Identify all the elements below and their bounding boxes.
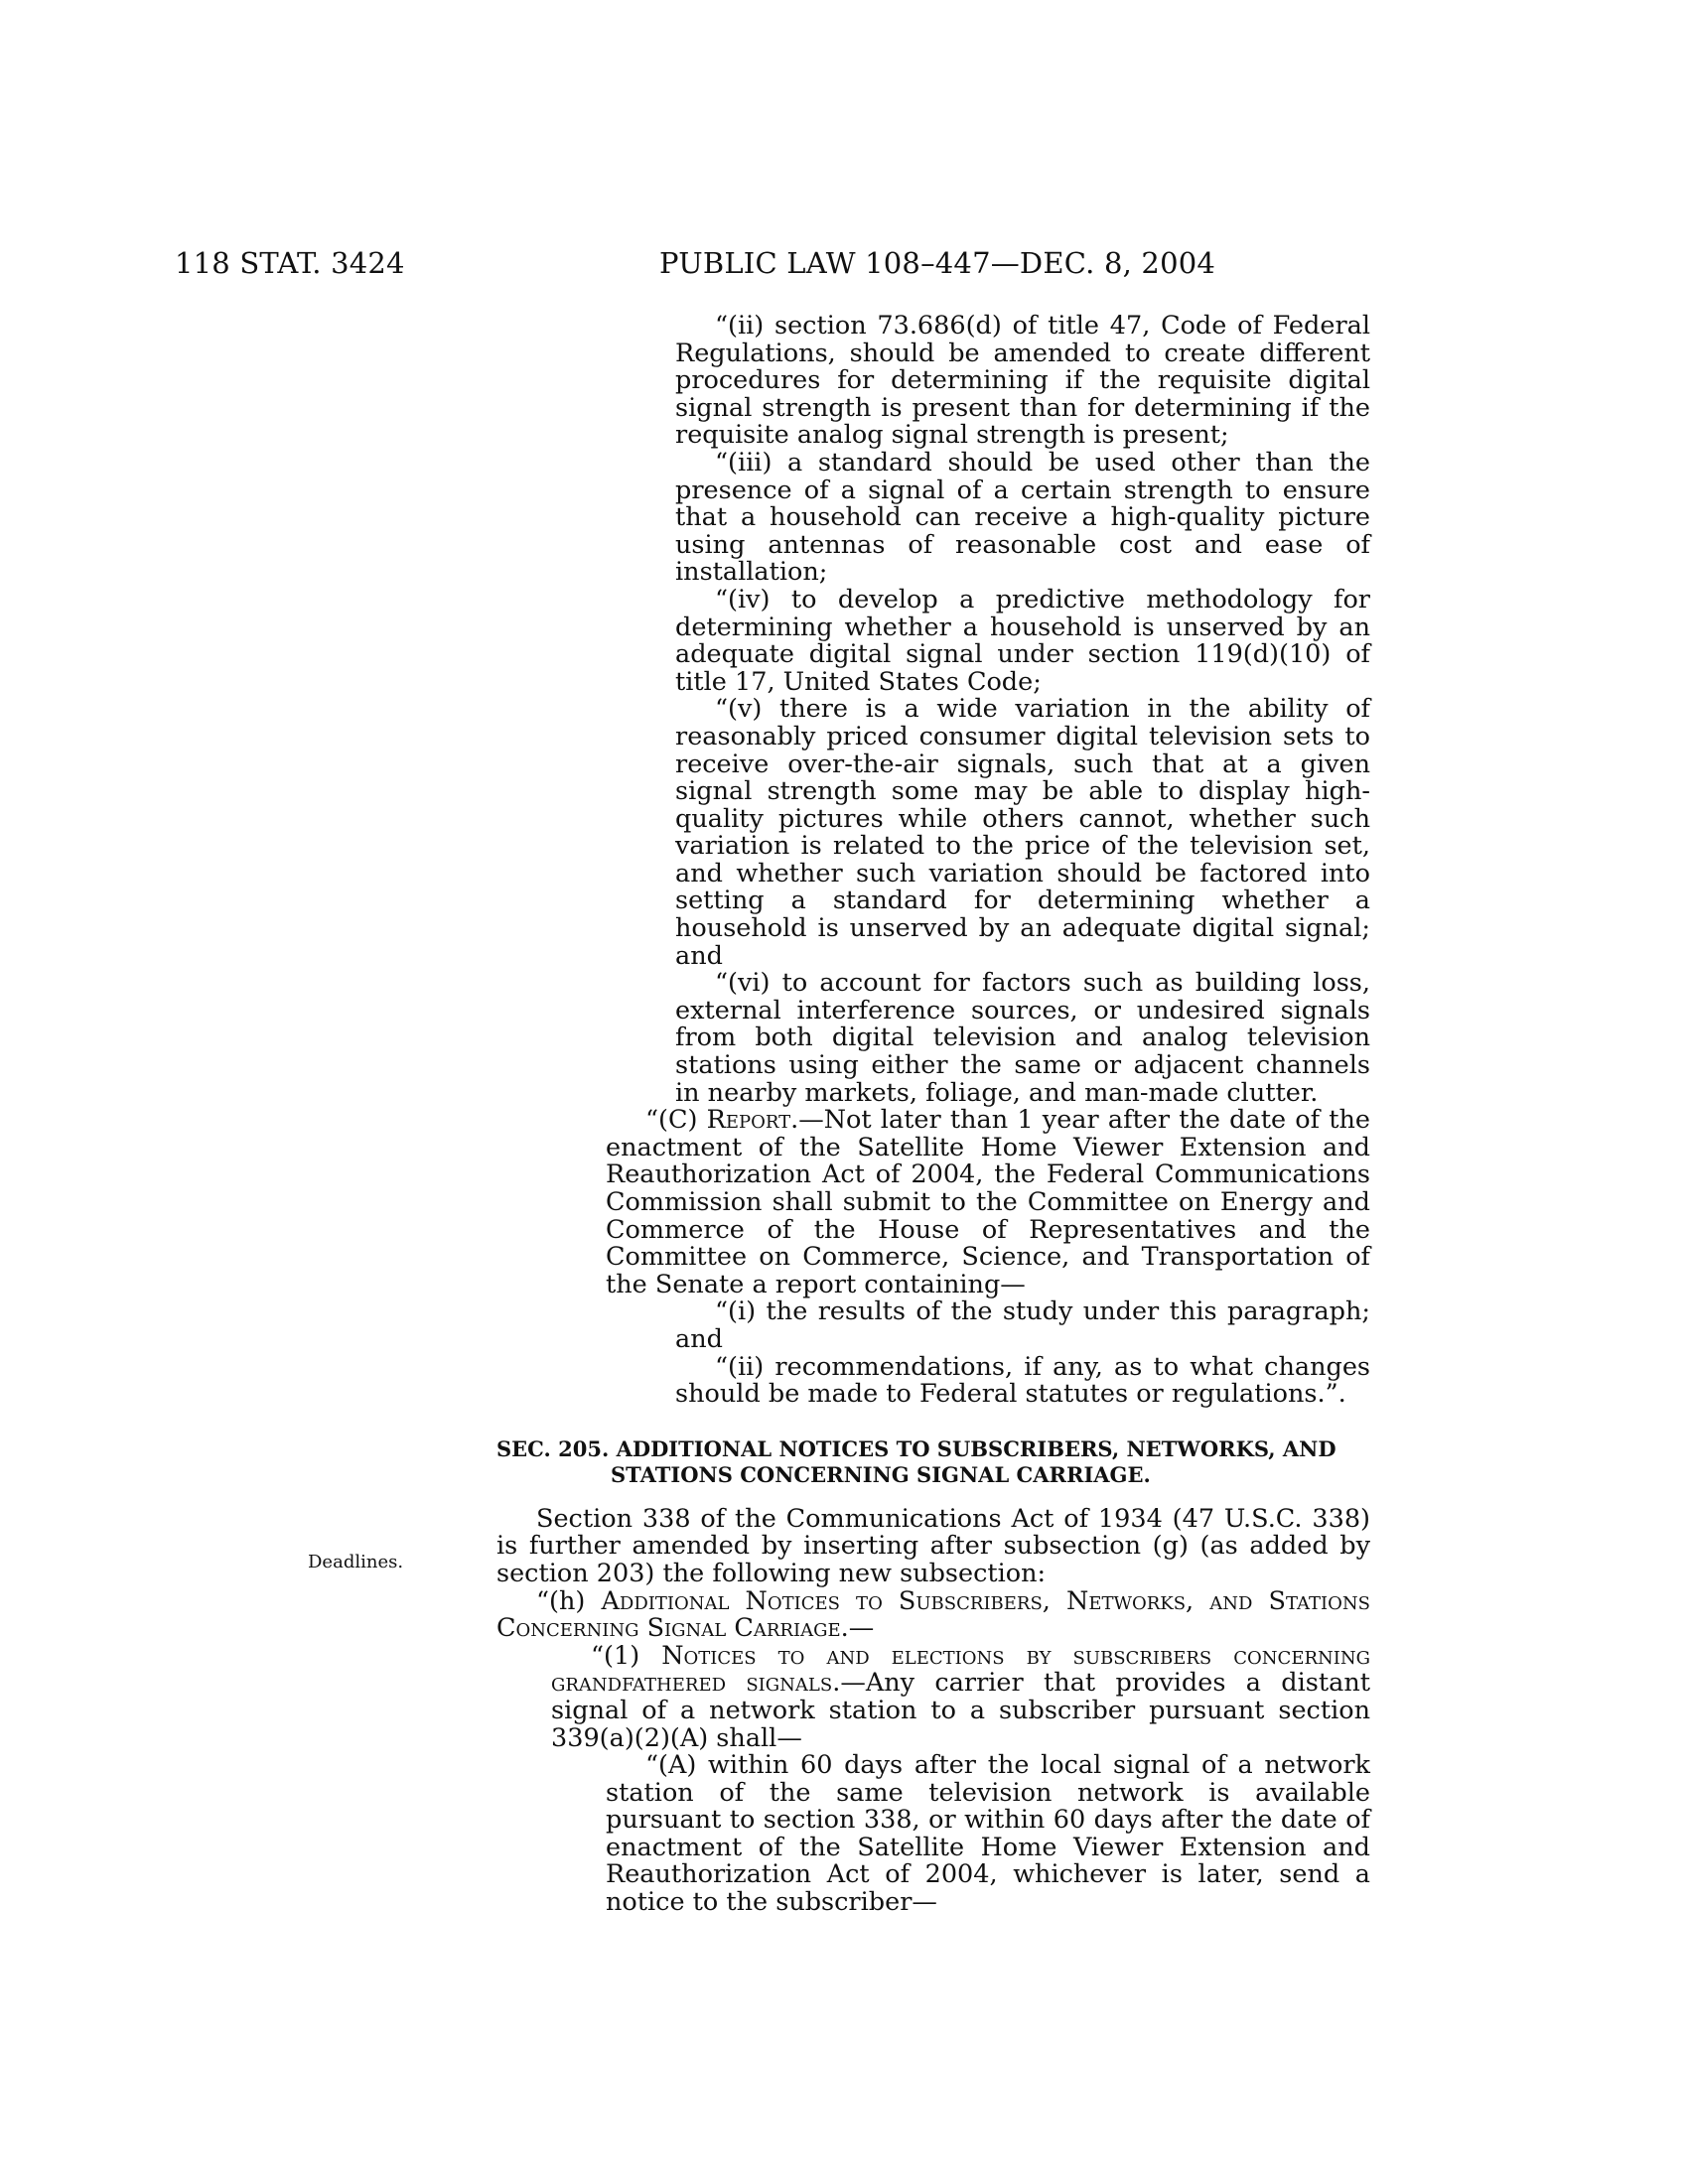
subsection-h [496, 1585, 1371, 1644]
body-text [496, 313, 1370, 1917]
clause-iv: “(iv) to develop a predictive methodology for determining whether a household is unserved by an adequate digital signal under section 119(d)(10) of title 17, United States Code; [675, 584, 1370, 697]
subparagraph-c [496, 1107, 1370, 1298]
clause-c-ii: “(ii) recommendations, if any, as to what changes should be made to Federal statutes or regulations.”. [675, 1351, 1370, 1410]
paragraph-1 [496, 1640, 1370, 1753]
paragraph-1-heading: Notices to and elections by subscribers concerning grandfathered signals [551, 1640, 1370, 1699]
subsection-h-heading: Additional Notices to Subscribers, Networks, and Stations Concerning Signal Carriage [496, 1585, 1371, 1644]
paragraph-1-text: .—Any carrier that provides a distant signal of a network station to a subscriber pursuant section 339(a)(2)(A) shall— [551, 1668, 1370, 1753]
clause-ii: “(ii) section 73.686(d) of title 47, Code of Federal Regulations, should be amended to create different procedures for determining if the requisite digital signal strength is present than for determining if the requisite analog signal strength is present; [675, 311, 1370, 451]
section-heading-line2: STATIONS CONCERNING SIGNAL CARRIAGE. [611, 1461, 1151, 1487]
section-heading-line1: SEC. 205. ADDITIONAL NOTICES TO SUBSCRIBERS, NETWORKS, AND [496, 1435, 1336, 1461]
stat-citation: 118 STAT. 3424 [175, 246, 405, 280]
subparagraph-a: “(A) within 60 days after the local signal of a network station of the same television network is available pursuant to section 338, or within 60 days after the date of enactment of the Satellite Home Viewer Extension and Reauthorization Act of 2004, whichever is later, send a notice to the subscriber— [606, 1750, 1370, 1918]
clause-iii: “(iii) a standard should be used other than the presence of a signal of a certain strength to ensure that a household can receive a high-quality picture using antennas of reasonable cost and ease of installation; [675, 447, 1370, 588]
section-heading [496, 1436, 1370, 1488]
running-header: PUBLIC LAW 108–447—DEC. 8, 2004 [659, 246, 1216, 280]
section-intro: Section 338 of the Communications Act of 1934 (47 U.S.C. 338) is further amended by inserting after subsection (g) (as added by section 203) the following new subsection: [496, 1503, 1370, 1588]
subsection-h-suffix: .— [840, 1613, 875, 1644]
clause-c-i: “(i) the results of the study under this paragraph; and [675, 1297, 1370, 1354]
margin-note: Deadlines. [308, 1552, 404, 1572]
subparagraph-c-text: .—Not later than 1 year after the date of the enactment of the Satellite Home Viewer Extension and Reauthorization Act of 2004, the Federal Communications Commission shall submit to the Committee on Energy and Commerce of the House of Representatives and the Committee on Commerce, Science, and Transportation of the Senate a report containing— [606, 1105, 1370, 1299]
subparagraph-c-heading: Report [706, 1105, 791, 1136]
subsection-h-prefix: “(h) [536, 1585, 602, 1616]
subparagraph-c-prefix: “(C) [645, 1105, 707, 1136]
clause-vi: “(vi) to account for factors such as building loss, external interference sources, or undesired signals from both digital television and analog television stations using either the same or adjacent channels in nearby markets, foliage, and man-made clutter. [675, 968, 1370, 1108]
paragraph-1-prefix: “(1) [591, 1640, 662, 1671]
clause-v: “(v) there is a wide variation in the ability of reasonably priced consumer digital television sets to receive over-the-air signals, such that at a given signal strength some may be able to display high-quality pictures while others cannot, whether such variation is related to the price of the television set, and whether such variation should be factored into setting a standard for determining whether a household is unserved by an adequate digital signal; and [675, 694, 1370, 971]
